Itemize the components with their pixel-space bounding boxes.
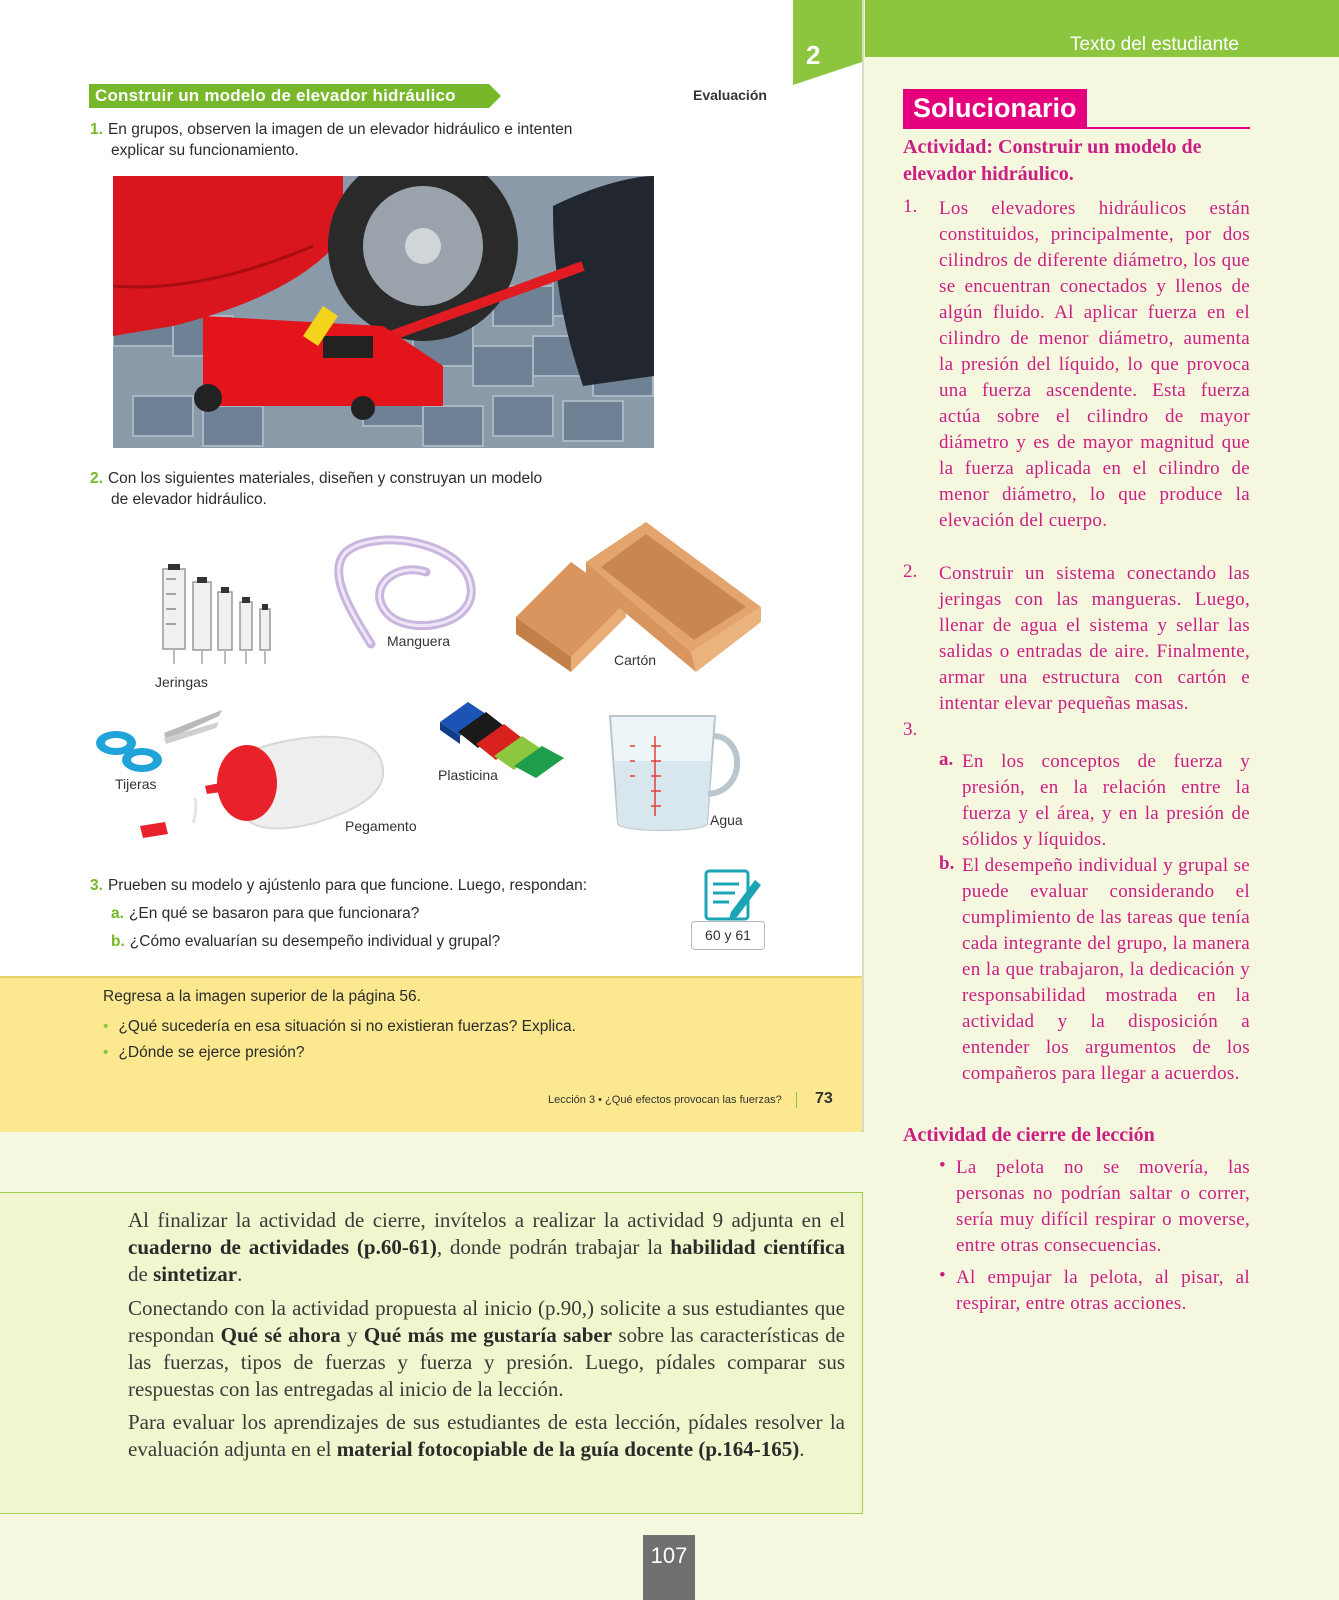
activity-title: Construir un modelo de elevador hidráulico (95, 86, 456, 105)
solucionario-rule (903, 127, 1250, 129)
question-3: 3. Prueben su modelo y ajústenlo para que funcione. Luego, respondan: (90, 877, 588, 894)
answer-1-number: 1. (903, 196, 918, 217)
guide-header-text: Texto del estudiante (1069, 34, 1239, 55)
unit-tab (793, 0, 862, 85)
hydraulic-jack-photo (113, 176, 654, 448)
question-3a: a. ¿En qué se basaron para que funcionara? (111, 905, 420, 922)
answer-3b-letter: b. (939, 853, 955, 874)
label-jeringas: Jeringas (155, 674, 208, 690)
label-agua: Agua (710, 812, 743, 828)
closing-bullet-2: Al empujar la pelota, al pisar, al respirar, entre otras acciones. (956, 1267, 1250, 1314)
answer-3-number: 3. (903, 719, 918, 740)
label-tijeras: Tijeras (115, 776, 157, 792)
section-label: Evaluación (693, 87, 767, 103)
question-2: 2. Con los siguientes materiales, diseñen y construyan un modelo de elevador hidráulico. (90, 470, 543, 508)
question-1: 1. En grupos, observen la imagen de un elevador hidráulico e intenten explicar su funcionamiento. (90, 121, 573, 159)
question-3b: b. ¿Cómo evaluarían su desempeño individual y grupal? (111, 933, 501, 950)
activity-heading: Actividad: Construir un modelo de elevador hidráulico. (903, 136, 1202, 185)
label-manguera: Manguera (387, 633, 451, 649)
review-intro: Regresa a la imagen superior de la página 56. (103, 988, 421, 1005)
closing-heading: Actividad de cierre de lección (903, 1124, 1155, 1146)
answer-3b: El desempeño individual y grupal se puede evaluar considerando el cumplimiento de las tareas que tenía cada integrante del grupo, la manera en la que trabajaron, la dedicación y responsabilidad mostrada en la actividad y la disposición a entender los argumentos de los compañeros para llegar a acuerdos. (962, 855, 1250, 1084)
closing-bullet-1: La pelota no se movería, las personas no podrían saltar o correr, sería muy difícil respirar o moverse, entre otras consecuencias. (956, 1157, 1250, 1256)
footer-separator (796, 1092, 797, 1108)
answer-2-number: 2. (903, 561, 918, 582)
workbook-pages-badge: 60 y 61 (691, 921, 765, 950)
notebook-pencil-icon (703, 868, 763, 924)
answer-3a-letter: a. (939, 749, 954, 770)
student-page (0, 0, 864, 1132)
syringes-image (158, 564, 283, 669)
student-page-number: 73 (815, 1090, 833, 1107)
footer-lesson: Lección 3 • ¿Qué efectos provocan las fuerzas? (548, 1094, 782, 1106)
guide-paragraph-2: Conectando con la actividad propuesta al inicio (p.90,) solicite a sus estudiantes que respondan Qué sé ahora y Qué más me gustaría saber sobre las características de las fuerzas, tipos de fuerzas y fuerza y presión. Luego, pídales comparar sus respuestas con las entregadas al inicio de la lección. (128, 1296, 846, 1401)
review-box (0, 976, 862, 1132)
guide-page-number: 107 (643, 1535, 695, 1600)
review-bullet-1: • ¿Qué sucedería en esa situación si no existieran fuerzas? Explica. (103, 1018, 576, 1035)
teacher-guide-box (0, 1192, 863, 1514)
label-pegamento: Pegamento (345, 818, 417, 834)
guide-paragraph-3: Para evaluar los aprendizajes de sus estudiantes de esta lección, pídales resolver la evaluación adjunta en el material fotocopiable de la guía docente (p.164-165). (128, 1410, 845, 1461)
label-carton: Cartón (614, 652, 657, 668)
guide-header-bar (865, 0, 1339, 57)
answer-3a: En los conceptos de fuerza y presión, en la relación entre la fuerza y el área, y en la presión de sólidos y líquidos. (962, 751, 1250, 850)
answer-1: Los elevadores hidráulicos están constituidos, principalmente, por dos cilindros de diferente diámetro, los que se encuentran conectados y llenos de algún fluido. Al aplicar fuerza en el cilindro de menor diámetro, aumenta la presión del líquido, lo que provoca una fuerza ascendente. Esta fuerza actúa sobre el cilindro de mayor diámetro y es de mayor magnitud que la fuerza aplicada en el cilindro de menor diámetro, lo que produce la elevación del cuerpo. (939, 198, 1250, 531)
unit-number: 2 (806, 40, 821, 70)
closing-bullet-1-dot: • (939, 1155, 946, 1176)
label-plasticina: Plasticina (438, 767, 498, 783)
guide-paragraph-1: Al finalizar la actividad de cierre, invítelos a realizar la actividad 9 adjunta en el cuaderno de actividades (p.60-61), donde podrán trabajar la habilidad científica de sintetizar. (128, 1208, 845, 1286)
review-bullet-2: • ¿Dónde se ejerce presión? (103, 1044, 305, 1061)
solucionario-badge: Solucionario (903, 89, 1087, 127)
answer-2: Construir un sistema conectando las jeringas con las mangueras. Luego, llenar de agua el sistema y sellar las salidas o entradas de aire. Finalmente, armar una estructura con cartón e intentar elevar pequeñas masas. (939, 563, 1250, 714)
closing-bullet-2-dot: • (939, 1265, 946, 1286)
